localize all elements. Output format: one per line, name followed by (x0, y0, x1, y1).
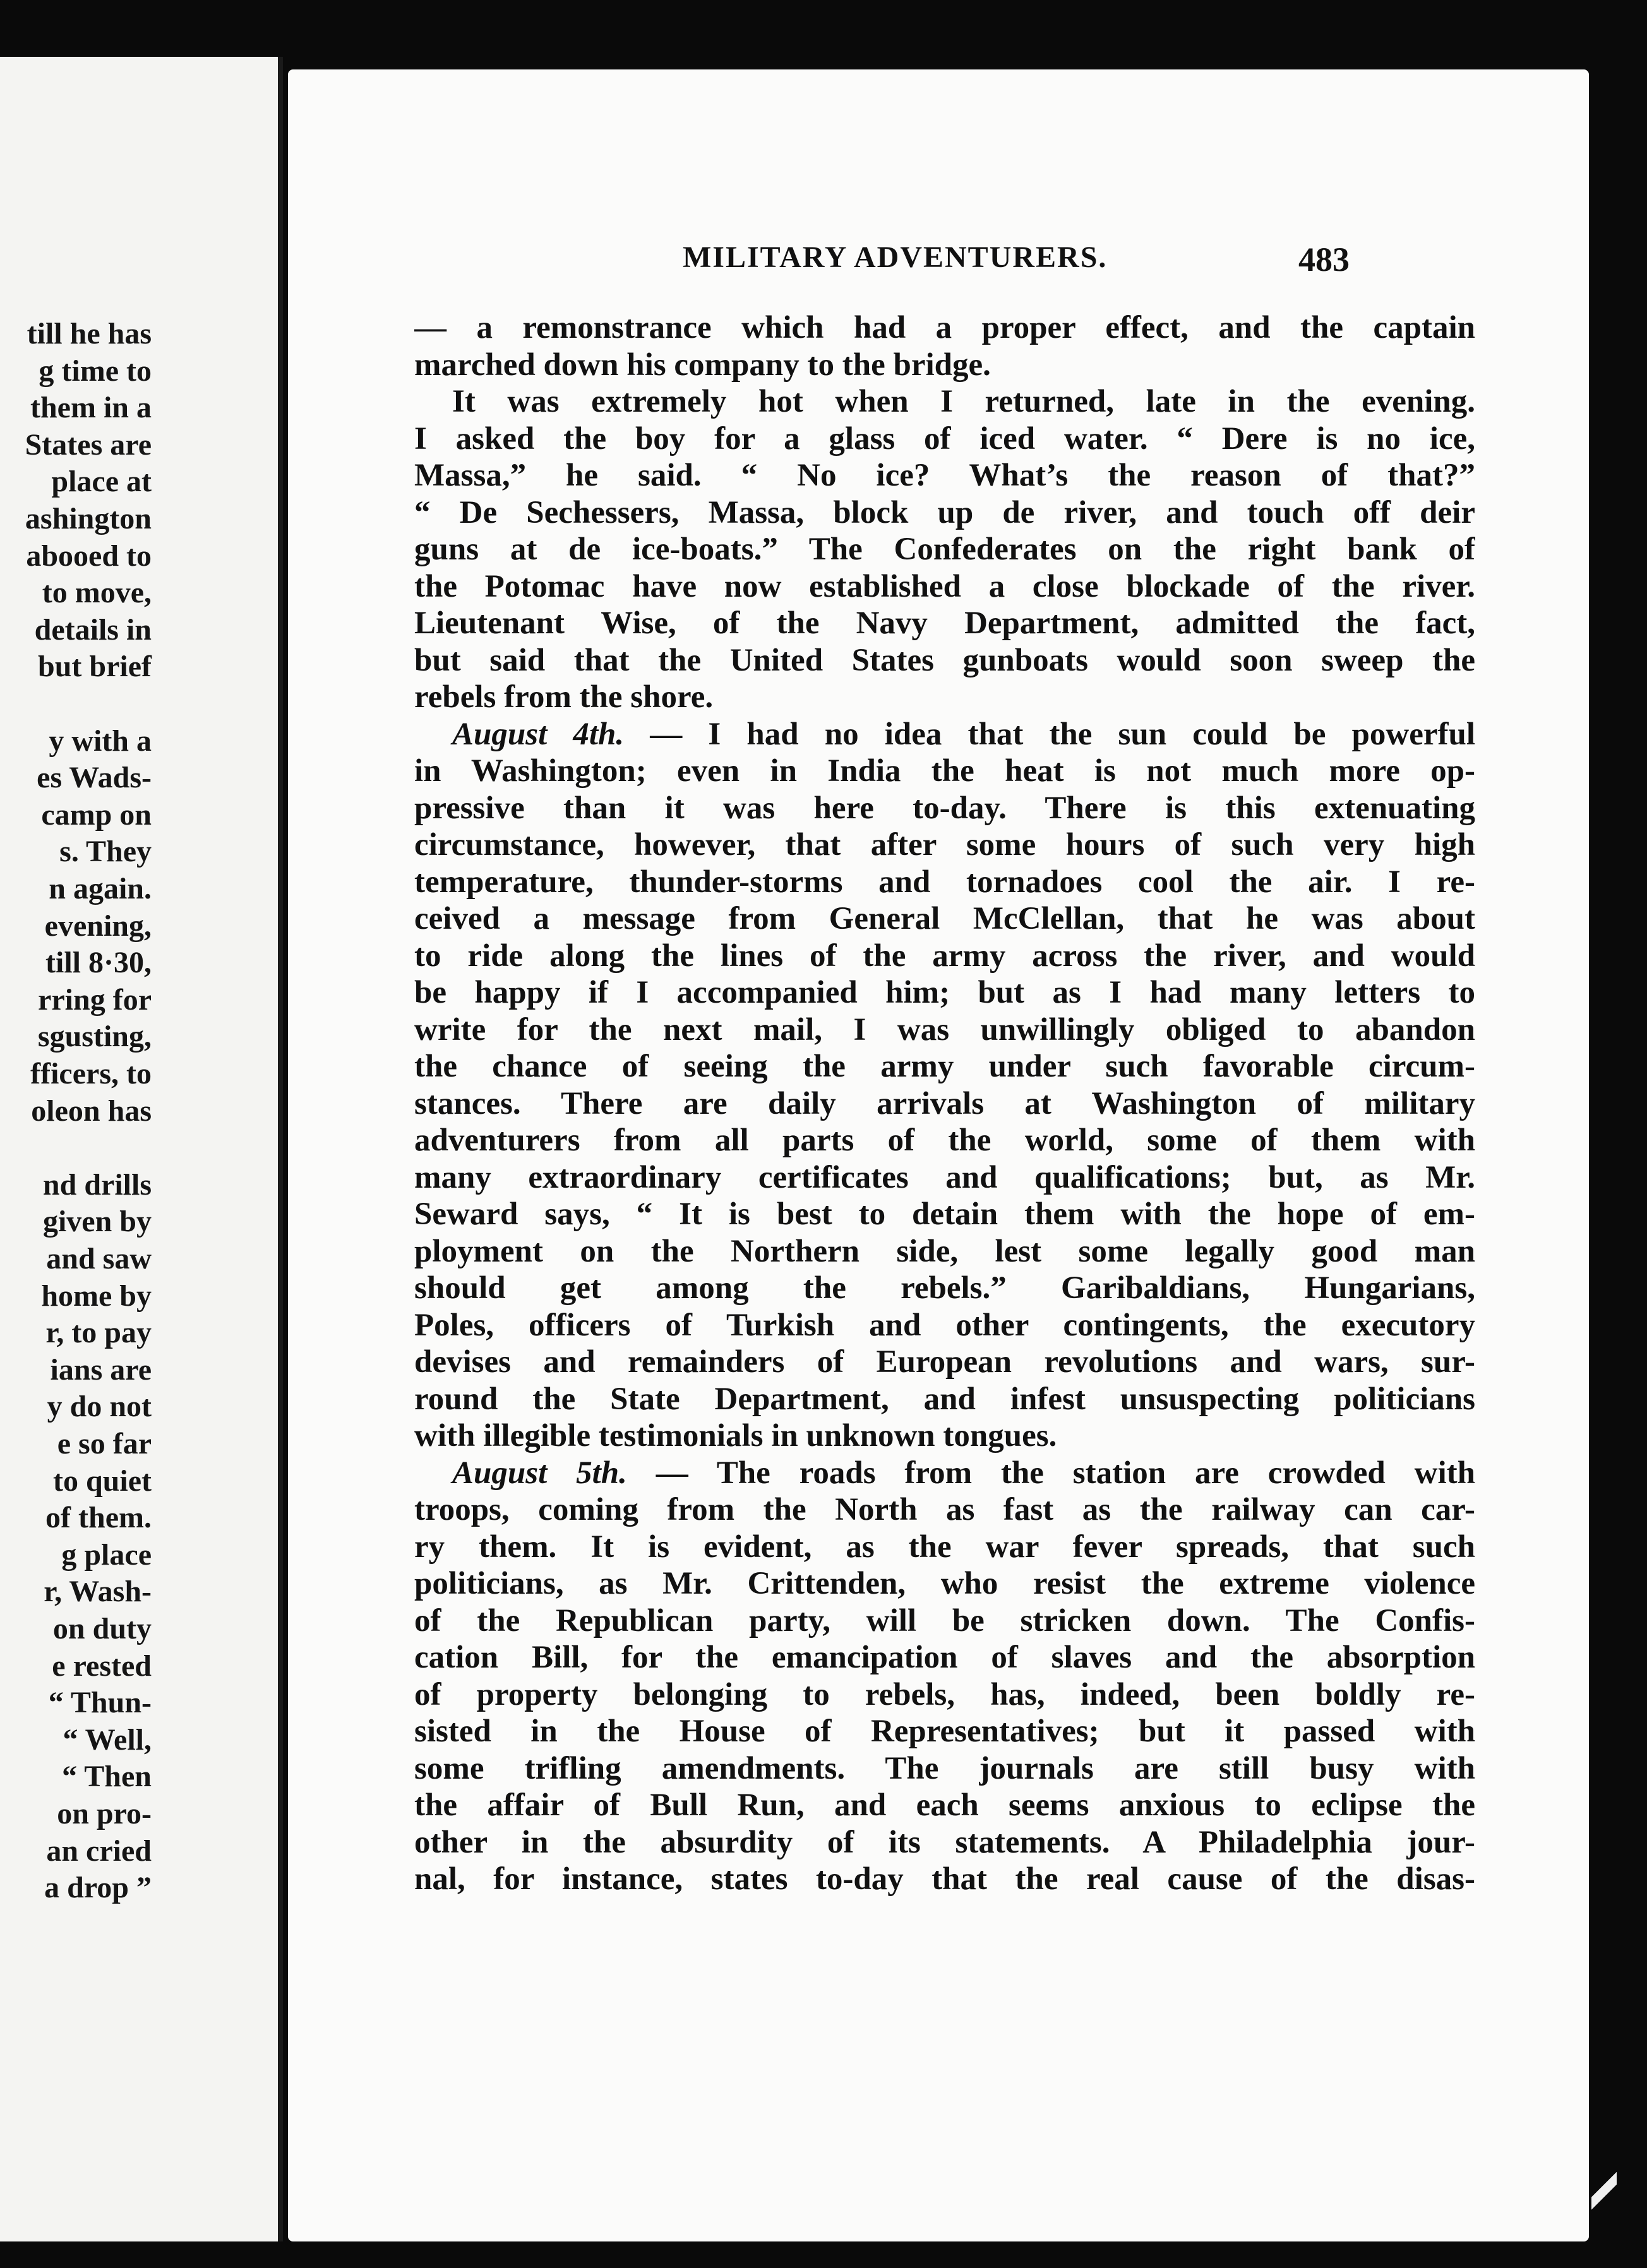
text-line: troops, coming from the North as fast as the railway can car- (414, 1492, 1475, 1527)
text-line: ployment on the Northern side, lest some legally good man (414, 1233, 1475, 1269)
text-line: stances. There are daily arrivals at Washington of military (414, 1085, 1475, 1121)
entry-date: August 4th. (452, 716, 625, 752)
fragment-line: g place (61, 1537, 152, 1572)
fragment-line: n again. (49, 872, 152, 905)
text-line: to ride along the lines of the army across the river, and would (414, 938, 1475, 974)
text-line: cation Bill, for the emancipation of slaves and the absorption (414, 1640, 1475, 1675)
fragment-line: camp on (41, 797, 152, 832)
entry-date: August 5th. (452, 1455, 627, 1491)
line-text: — The roads from the station are crowded with (626, 1455, 1475, 1491)
text-line: nal, for instance, states to-day that the real cause of the disas- (414, 1861, 1475, 1897)
fragment-line: g time to (39, 354, 152, 388)
fragment-line: ashington (25, 502, 152, 535)
text-line: I asked the boy for a glass of iced water. “ Dere is no ice, (414, 421, 1475, 457)
text-line: adventurers from all parts of the world, some of them with (414, 1123, 1475, 1158)
text-line: pressive than it was here to-day. There is this extenuating (414, 790, 1475, 826)
text-line: politicians, as Mr. Crittenden, who resist the extreme violence (414, 1566, 1475, 1601)
fragment-line: “ Thun- (48, 1686, 152, 1720)
fragment-line: ians are (50, 1352, 152, 1387)
text-line: rebels from the shore. (414, 679, 714, 715)
text-line: sisted in the House of Representatives; but it passed with (414, 1714, 1475, 1749)
fragment-line: till 8·30, (45, 946, 152, 980)
text-line: ry them. It is evident, as the war fever spreads, that such (414, 1529, 1475, 1565)
fragment-line: abooed to (26, 539, 152, 573)
text-line: but said that the United States gunboats would soon sweep the (414, 642, 1475, 678)
fragment-line: fficers, to (30, 1057, 152, 1090)
text-line: ceived a message from General McClellan, that he was about (414, 901, 1475, 936)
text-line: Massa,” he said. “ No ice? What’s the reason of that?” (414, 458, 1475, 493)
text-line: Poles, officers of Turkish and other contingents, the executory (414, 1307, 1475, 1343)
page-number: 483 (1298, 241, 1350, 278)
text-line: “ De Sechessers, Massa, block up de river, and touch off deir (414, 494, 1475, 530)
text-line: some trifling amendments. The journals are still busy with (414, 1750, 1475, 1786)
text-line: devises and remainders of European revolutions and wars, sur- (414, 1344, 1475, 1380)
page-header (288, 240, 1589, 290)
fragment-line: but brief (38, 650, 152, 684)
text-line: the Potomac have now established a close blockade of the river. (414, 568, 1475, 604)
fragment-line: on pro- (57, 1797, 152, 1830)
fragment-line: an cried (46, 1834, 152, 1868)
fragment-line: till he has (27, 317, 152, 350)
text-line: of property belonging to rebels, has, indeed, been boldly re- (414, 1676, 1475, 1712)
fragment-line: r, to pay (45, 1316, 152, 1350)
fragment-line: “ Then (62, 1760, 152, 1794)
fragment-line: nd drills (42, 1167, 152, 1202)
fragment-line: sgusting, (37, 1020, 152, 1054)
text-line: many extraordinary certificates and qualifications; but, as Mr. (414, 1159, 1475, 1195)
fragment-line: “ Well, (63, 1722, 152, 1757)
text-line: the chance of seeing the army under such favorable circum- (414, 1049, 1475, 1084)
text-line: other in the absurdity of its statements. A Philadelphia jour- (414, 1824, 1475, 1860)
fragment-line: y with a (49, 724, 152, 758)
text-line: round the State Department, and infest unsuspecting politicians (414, 1381, 1475, 1417)
text-line: guns at de ice-boats.” The Confederates on the right bank of (414, 532, 1475, 567)
text-line: with illegible testimonials in unknown tongues. (414, 1418, 1057, 1453)
text-line: write for the next mail, I was unwillingly obliged to abandon (414, 1012, 1475, 1047)
fragment-line: home by (41, 1279, 152, 1313)
fragment-line: a drop ” (44, 1871, 152, 1905)
text-line: marched down his company to the bridge. (414, 347, 991, 383)
fragment-line: States are (25, 427, 152, 462)
previous-page-fragment (0, 57, 283, 2241)
fragment-line: place at (51, 465, 152, 499)
running-head: MILITARY ADVENTURERS. (683, 241, 1108, 274)
fragment-line: given by (42, 1205, 152, 1239)
fragment-line: e so far (57, 1427, 152, 1460)
fragment-line: y do not (47, 1390, 152, 1424)
page-corner-mark (1591, 2172, 1617, 2210)
text-line: temperature, thunder-storms and tornadoes cool the air. I re- (414, 864, 1475, 900)
fragment-line: e rested (52, 1649, 152, 1683)
text-line: Lieutenant Wise, of the Navy Department, admitted the fact, (414, 606, 1475, 641)
fragment-line: evening, (44, 909, 152, 943)
fragment-line: and saw (46, 1242, 152, 1275)
text-line: the affair of Bull Run, and each seems anxious to eclipse the (414, 1788, 1475, 1823)
fragment-line: es Wads- (37, 761, 152, 795)
fragment-line: of them. (45, 1501, 152, 1535)
fragment-line: oleon has (31, 1094, 152, 1128)
text-line (414, 716, 1475, 753)
fragment-line: to quiet (53, 1464, 152, 1498)
text-line: of the Republican party, will be stricken down. The Confis- (414, 1603, 1475, 1638)
text-line: should get among the rebels.” Garibaldians, Hungarians, (414, 1270, 1475, 1306)
text-line: It was extremely hot when I returned, late in the evening. (452, 384, 1475, 419)
text-line: circumstance, however, that after some hours of such very high (414, 827, 1475, 862)
text-line: in Washington; even in India the heat is not much more op- (414, 753, 1475, 789)
fragment-line: them in a (30, 391, 152, 425)
fragment-line: r, Wash- (44, 1575, 152, 1609)
fragment-line: details in (34, 612, 152, 647)
fragment-line: to move, (42, 576, 152, 610)
text-line: — a remonstrance which had a proper effect, and the captain (414, 310, 1475, 345)
line-text: — I had no idea that the sun could be powerful (624, 716, 1475, 752)
book-page (288, 69, 1589, 2241)
body-text (414, 309, 1475, 1898)
fragment-line: on duty (52, 1612, 152, 1645)
fragment-line: rring for (38, 982, 152, 1017)
fragment-line: s. They (59, 835, 152, 869)
text-line: Seward says, “ It is best to detain them with the hope of em- (414, 1197, 1475, 1232)
text-line (414, 1455, 1475, 1492)
text-line: be happy if I accompanied him; but as I had many letters to (414, 975, 1475, 1010)
